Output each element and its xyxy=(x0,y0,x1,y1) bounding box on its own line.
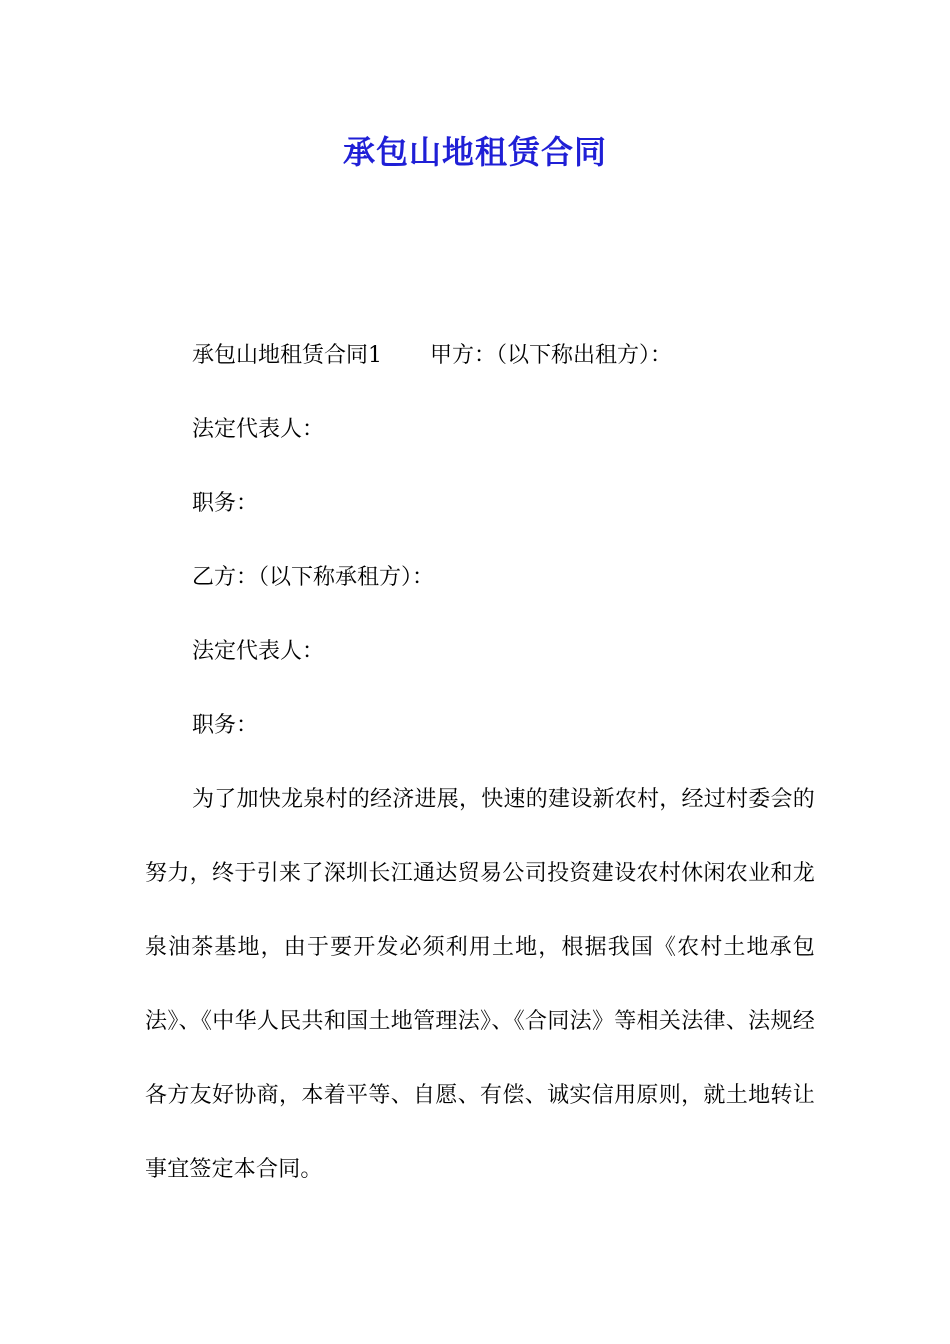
party-a-position-label: 职务： xyxy=(192,491,259,516)
party-a-rep-label: 法定代表人： xyxy=(192,417,325,442)
party-b-position-label: 职务： xyxy=(192,713,259,738)
document-title: 承包山地租赁合同 xyxy=(342,133,607,171)
document-body xyxy=(145,337,815,1229)
party-b-rep-label: 法定代表人： xyxy=(192,639,325,664)
contract-heading: 承包山地租赁合同1 xyxy=(192,343,382,368)
heading-line xyxy=(145,337,815,375)
intro-paragraph: 为了加快龙泉村的经济进展，快速的建设新农村，经过村委会的努力，终于引来了深圳长江通达贸易公司投资建设农村休闲农业和龙泉油茶基地，由于要开发必须利用土地，根据我国《农村土地承包法》、《中华人民共和国土地管理法》、《合同法》等相关法律、法规经各方友好协商，本着平等、自愿、有偿、诚实信用原则，就土地转让事宜签定本合同。 xyxy=(145,787,815,1182)
party-a-label: 甲方：（以下称出租方）： xyxy=(430,343,673,368)
party-b-label: 乙方：（以下称承租方）： xyxy=(192,565,435,590)
